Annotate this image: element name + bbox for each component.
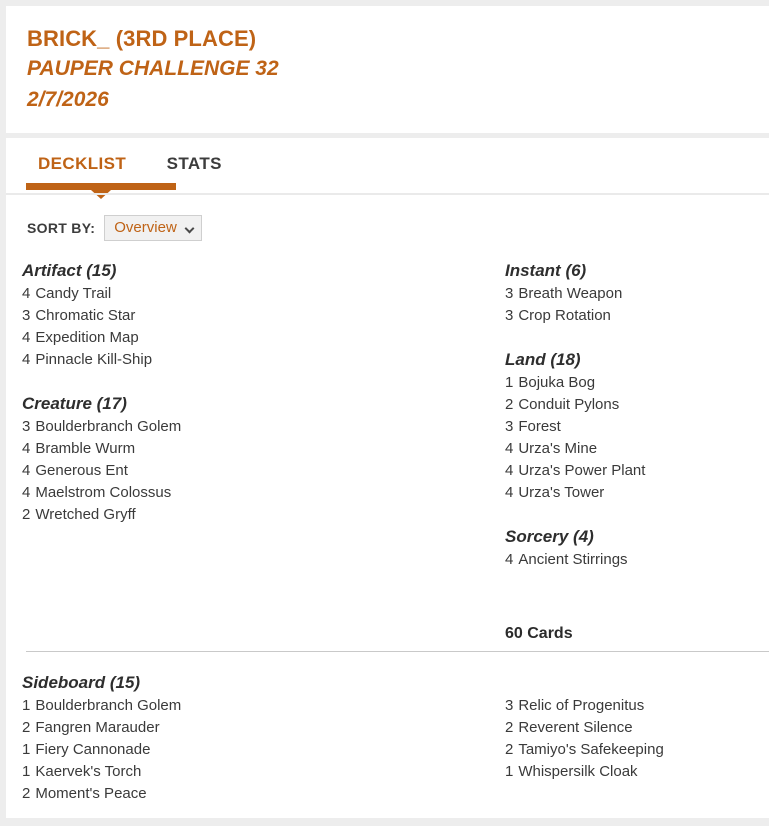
active-tab-underline [26, 183, 176, 190]
card-quantity: 4 [505, 551, 514, 568]
card-line[interactable] [505, 438, 769, 460]
card-quantity: 1 [505, 374, 514, 391]
mainboard-area [6, 260, 769, 645]
card-name: Whispersilk Cloak [518, 763, 638, 780]
card-quantity: 2 [505, 719, 514, 736]
card-quantity: 3 [505, 697, 514, 714]
card-quantity: 4 [505, 484, 514, 501]
mainboard-right-column [505, 260, 769, 645]
sort-by-select[interactable] [104, 215, 202, 241]
card-line[interactable] [22, 504, 505, 526]
card-type-section [505, 349, 769, 504]
card-line[interactable] [22, 305, 505, 327]
sort-by-value: Overview [114, 219, 177, 236]
sideboard-left-column [6, 672, 505, 805]
card-quantity: 4 [22, 329, 31, 346]
sideboard-columns [6, 672, 769, 805]
card-line[interactable] [22, 416, 505, 438]
card-quantity: 3 [22, 418, 31, 435]
card-line[interactable] [22, 717, 505, 739]
card-line[interactable] [505, 305, 769, 327]
card-type-section [505, 260, 769, 327]
card-line[interactable] [505, 283, 769, 305]
card-name: Wretched Gryff [35, 506, 136, 523]
card-quantity: 1 [22, 763, 31, 780]
card-line[interactable] [22, 695, 505, 717]
sideboard-area [6, 672, 769, 805]
card-quantity: 4 [505, 462, 514, 479]
card-name: Boulderbranch Golem [35, 697, 182, 714]
mainboard-columns [6, 260, 769, 645]
card-line[interactable] [505, 549, 769, 571]
card-type-section [22, 393, 505, 526]
card-name: Kaervek's Torch [35, 763, 142, 780]
deck-header-card [6, 6, 769, 133]
card-quantity: 3 [505, 307, 514, 324]
card-line[interactable] [22, 438, 505, 460]
card-line[interactable] [22, 482, 505, 504]
card-name: Urza's Power Plant [518, 462, 646, 479]
card-line[interactable] [22, 283, 505, 305]
card-name: Breath Weapon [518, 285, 623, 302]
card-name: Conduit Pylons [518, 396, 620, 413]
card-type-heading: Instant (6) [505, 261, 587, 280]
decklist-content-card [6, 138, 769, 818]
tab-bar [6, 138, 769, 193]
card-type-heading: Artifact (15) [22, 261, 117, 280]
card-line[interactable] [22, 783, 505, 805]
card-quantity: 4 [22, 351, 31, 368]
card-name: Relic of Progenitus [518, 697, 645, 714]
card-name: Forest [518, 418, 561, 435]
tab-stats[interactable]: STATS [166, 154, 222, 173]
card-type-heading: Creature (17) [22, 394, 127, 413]
card-name: Boulderbranch Golem [35, 418, 182, 435]
card-name: Expedition Map [35, 329, 139, 346]
sideboard-right-column [505, 672, 769, 805]
card-name: Candy Trail [35, 285, 112, 302]
tab-bar-divider [6, 193, 769, 195]
card-quantity: 2 [505, 396, 514, 413]
card-line[interactable] [505, 695, 769, 717]
card-name: Maelstrom Colossus [35, 484, 172, 501]
sideboard-divider [26, 651, 769, 652]
tab-decklist[interactable]: DECKLIST [38, 154, 127, 173]
card-quantity: 4 [22, 462, 31, 479]
card-quantity: 4 [22, 484, 31, 501]
card-name: Fiery Cannonade [35, 741, 151, 758]
event-name: PAUPER CHALLENGE 32 [27, 57, 279, 80]
event-date: 2/7/2026 [27, 88, 109, 111]
card-quantity: 3 [22, 307, 31, 324]
card-quantity: 2 [505, 741, 514, 758]
card-line[interactable] [505, 739, 769, 761]
card-type-heading: Sideboard (15) [22, 673, 141, 692]
mainboard-total-count: 60 Cards [505, 625, 573, 642]
card-type-section [505, 526, 769, 571]
card-quantity: 2 [22, 719, 31, 736]
card-name: Ancient Stirrings [518, 551, 628, 568]
card-name: Fangren Marauder [35, 719, 160, 736]
card-type-heading: Land (18) [505, 350, 581, 369]
card-type-heading: Sorcery (4) [505, 527, 594, 546]
sideboard-right-list [505, 672, 769, 783]
card-name: Bramble Wurm [35, 440, 136, 457]
card-quantity: 3 [505, 418, 514, 435]
mainboard-left-column [6, 260, 505, 645]
card-line[interactable] [505, 717, 769, 739]
card-name: Chromatic Star [35, 307, 136, 324]
card-name: Urza's Mine [518, 440, 598, 457]
card-quantity: 2 [22, 506, 31, 523]
card-line[interactable] [505, 482, 769, 504]
card-quantity: 4 [505, 440, 514, 457]
card-line[interactable] [505, 394, 769, 416]
card-line[interactable] [22, 349, 505, 371]
card-quantity: 1 [22, 697, 31, 714]
sort-by-label: SORT BY: [27, 220, 96, 236]
card-name: Urza's Tower [518, 484, 605, 501]
card-line[interactable] [22, 739, 505, 761]
sort-by-row [27, 215, 202, 241]
card-quantity: 4 [22, 440, 31, 457]
card-name: Bojuka Bog [518, 374, 596, 391]
card-line[interactable] [505, 761, 769, 783]
card-line[interactable] [22, 761, 505, 783]
card-name: Crop Rotation [518, 307, 611, 324]
card-quantity: 4 [22, 285, 31, 302]
card-quantity: 2 [22, 785, 31, 802]
card-quantity: 1 [505, 763, 514, 780]
card-line[interactable] [22, 327, 505, 349]
card-name: Pinnacle Kill-Ship [35, 351, 153, 368]
chevron-down-icon [184, 224, 194, 234]
card-quantity: 3 [505, 285, 514, 302]
card-name: Moment's Peace [35, 785, 147, 802]
deck-title: BRICK_ (3RD PLACE) [27, 26, 257, 51]
card-line[interactable] [505, 460, 769, 482]
card-type-section [22, 260, 505, 371]
card-name: Generous Ent [35, 462, 128, 479]
card-name: Reverent Silence [518, 719, 633, 736]
card-type-section [22, 672, 505, 805]
card-line[interactable] [22, 460, 505, 482]
card-quantity: 1 [22, 741, 31, 758]
card-line[interactable] [505, 416, 769, 438]
card-name: Tamiyo's Safekeeping [518, 741, 664, 758]
card-line[interactable] [505, 372, 769, 394]
